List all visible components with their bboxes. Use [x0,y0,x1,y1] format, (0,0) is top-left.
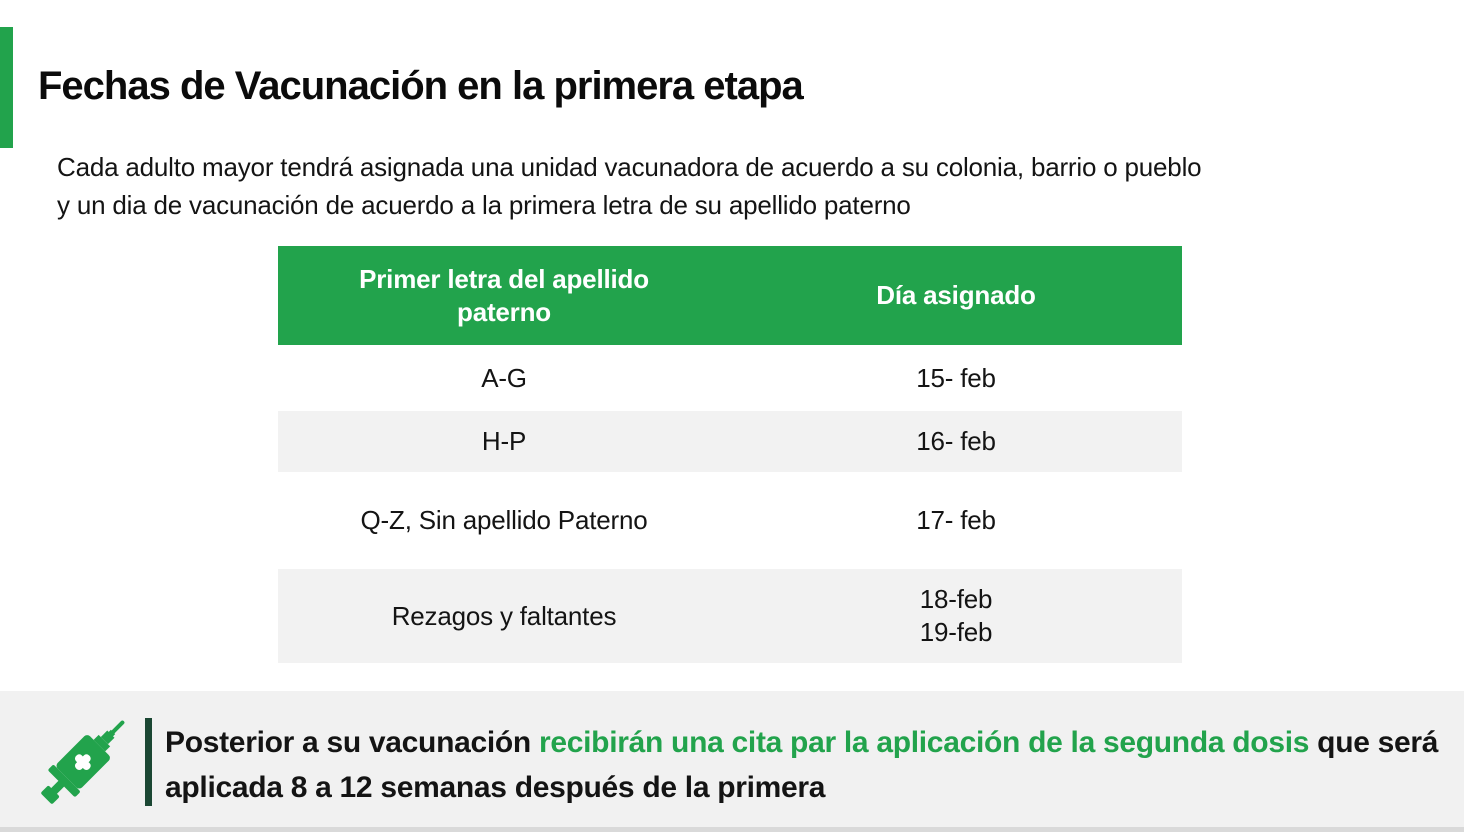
note-text-after: que será aplicada 8 a 12 semanas después de la primera [165,726,1439,804]
note-text-highlight: recibirán una cita par la aplicación de la segunda dosis [539,726,1310,759]
table-header-row [278,246,1182,345]
cell-day-line-2: 19-feb [919,617,993,647]
cell-day: 17- feb [916,505,996,535]
cell-letters: Q-Z, Sin apellido Paterno [360,505,648,535]
header-cell-day [730,246,1182,345]
header-letter-label: Primer letra del apellido paterno [359,263,649,327]
title-accent-bar [0,27,13,148]
bottom-edge-strip [0,827,1464,832]
cell-day-line-1: 18-feb [919,584,993,614]
footer-note [0,691,1464,827]
vaccination-schedule-table [278,246,1182,663]
intro-line-1: Cada adulto mayor tendrá asignada una unidad vacunadora de acuerdo a su colonia, barrio o pueblo [57,152,1202,182]
note-text [165,720,1445,810]
table-row [278,472,1182,569]
intro-line-2: y un dia de vacunación de acuerdo a la primera letra de su apellido paterno [57,190,911,220]
cell-letters: A-G [481,362,527,393]
note-accent-bar [145,718,152,806]
syringe-icon [24,699,146,821]
page-title: Fechas de Vacunación en la primera etapa [38,64,803,108]
note-text-before: Posterior a su vacunación [165,726,539,759]
table-row [278,411,1182,472]
cell-day: 15- feb [916,362,996,393]
cell-letters: H-P [481,426,527,456]
cell-letters: Rezagos y faltantes [391,600,617,631]
header-cell-letter [278,246,730,345]
intro-text [57,148,1201,224]
header-day-label: Día asignado [876,280,1036,310]
cell-day [730,569,1182,663]
table-row [278,569,1182,663]
cell-day: 16- feb [916,426,996,456]
table-row [278,345,1182,411]
